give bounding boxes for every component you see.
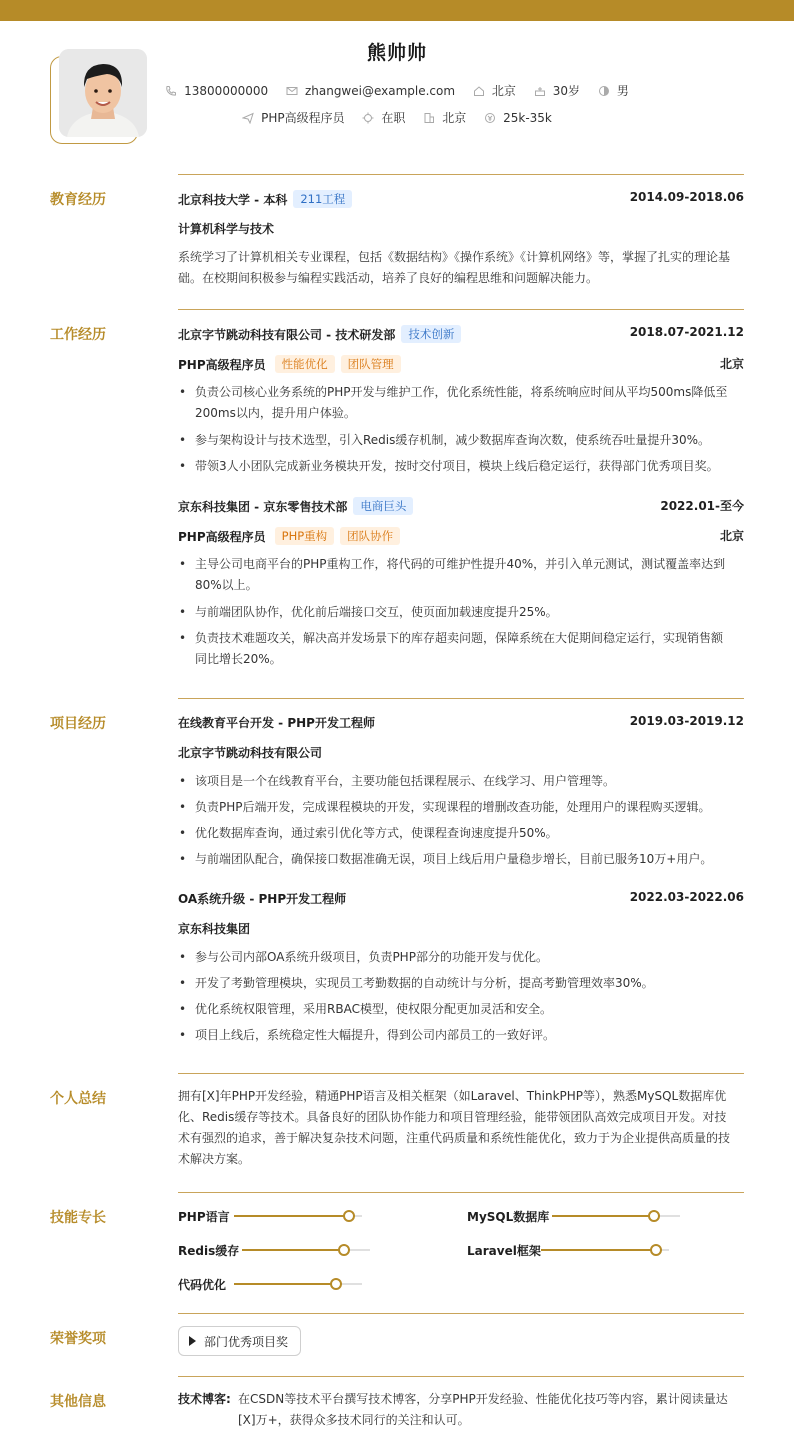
work-position: PHP高级程序员 <box>178 358 266 372</box>
salary-item: 25k-35k <box>484 111 552 125</box>
list-item: • 项目上线后，系统稳定性大幅提升，得到公司内部员工的一致好评。 <box>178 1025 734 1046</box>
home-icon <box>473 85 485 97</box>
school-tag: 211工程 <box>293 190 352 208</box>
list-item: • 该项目是一个在线教育平台，主要功能包括课程展示、在线学习、用户管理等。 <box>178 771 734 792</box>
list-item: • 参与架构设计与技术选型，引入Redis缓存机制，减少数据库查询次数，使系统吞吐量提升30%。 <box>178 430 734 451</box>
list-item: • 与前端团队协作，优化前后端接口交互，使页面加载速度提升25%。 <box>178 602 734 623</box>
contact-row <box>0 82 794 100</box>
divider <box>178 174 744 175</box>
location-item: 北京 <box>473 82 516 99</box>
list-item: • 优化数据库查询，通过索引优化等方式，使课程查询速度提升50%。 <box>178 823 734 844</box>
skill-bar <box>234 1215 362 1217</box>
skill-tag: PHP重构 <box>275 527 335 545</box>
skill-tag: 团队协作 <box>340 527 400 545</box>
list-item: • 负责PHP后端开发，完成课程模块的开发，实现课程的增删改查功能，处理用户的课程购买逻辑。 <box>178 797 734 818</box>
work-city-item: 北京 <box>423 109 466 126</box>
list-item: • 负责技术难题攻关，解决高并发场景下的库存超卖问题，保障系统在大促期间稳定运行，实现销售额同比增长20%。 <box>178 628 734 670</box>
phone-icon <box>165 85 177 97</box>
age-item: 30岁 <box>534 82 580 99</box>
other-text: 在CSDN等技术平台撰写技术博客，分享PHP开发经验、性能优化技巧等内容，累计阅读量达[X]万+，获得众多技术同行的关注和认可。 <box>238 1392 728 1427</box>
work-company-line <box>178 325 461 343</box>
summary-text: 拥有[X]年PHP开发经验，精通PHP语言及相关框架（如Laravel、ThinkPHP等），熟悉MySQL数据库优化、Redis缓存等技术。具备良好的团队协作能力和项目管理经验，能带领团队高效完成项目开发。对技术有强烈的追求，善于解决复杂技术问题，注重代码质量和系统性能优化，致力于为企业提供高质量的技术解决方案。 <box>178 1089 731 1166</box>
phone-item: 13800000000 <box>165 84 268 98</box>
send-icon <box>242 112 254 124</box>
work-city: 北京 <box>719 529 744 543</box>
section-title-skills: 技能专长 <box>50 1210 106 1226</box>
section-title-projects: 项目经历 <box>50 716 106 732</box>
skill-bar <box>552 1215 680 1217</box>
divider <box>178 1073 744 1074</box>
email-item: zhangwei@example.com <box>286 84 455 98</box>
project-date: 2022.03-2022.06 <box>629 890 744 904</box>
job-row <box>0 109 794 127</box>
company-tag: 电商巨头 <box>353 497 413 515</box>
major: 计算机科学与技术 <box>178 222 275 236</box>
section-title-awards: 荣誉奖项 <box>50 1331 106 1347</box>
skill-label: PHP语言 <box>178 1210 230 1224</box>
education-description: 系统学习了计算机相关专业课程，包括《数据结构》《操作系统》《计算机网络》等，掌握了扎实的理论基础。在校期间积极参与编程实践活动，培养了良好的编程思维和问题解决能力。 <box>178 250 731 285</box>
skill-bar <box>541 1249 669 1251</box>
work-company-line <box>178 497 413 515</box>
company-tag: 技术创新 <box>401 325 461 343</box>
top-accent-bar <box>0 0 794 21</box>
school-name: 北京科技大学 - 本科 <box>178 193 288 207</box>
project-title: OA系统升级 - PHP开发工程师 <box>178 892 347 906</box>
work-position-line <box>178 527 400 545</box>
skill-label: Laravel框架 <box>467 1244 541 1258</box>
skill-bar <box>242 1249 370 1251</box>
list-item: • 负责公司核心业务系统的PHP开发与维护工作，优化系统性能，将系统响应时间从平均500ms降低至200ms以内，提升用户体验。 <box>178 382 734 424</box>
project-company: 北京字节跳动科技有限公司 <box>178 746 323 760</box>
gender-item: 男 <box>598 82 629 99</box>
list-item: • 开发了考勤管理模块，实现员工考勤数据的自动统计与分析，提高考勤管理效率30%。 <box>178 973 734 994</box>
section-title-education: 教育经历 <box>50 192 106 208</box>
status-item: 在职 <box>362 109 405 126</box>
work-date: 2018.07-2021.12 <box>629 325 744 339</box>
skill-tag: 团队管理 <box>341 355 401 373</box>
list-item: • 与前端团队配合，确保接口数据准确无误，项目上线后用户量稳步增长，目前已服务10万+用户。 <box>178 849 734 870</box>
project-title: 在线教育平台开发 - PHP开发工程师 <box>178 716 375 730</box>
divider <box>178 1192 744 1193</box>
skill-label: Redis缓存 <box>178 1244 240 1258</box>
other-label: 技术博客: <box>178 1392 231 1406</box>
divider <box>178 1313 744 1314</box>
section-title-work: 工作经历 <box>50 327 106 343</box>
list-item: • 带领3人小团队完成新业务模块开发，按时交付项目，模块上线后稳定运行，获得部门优秀项目奖。 <box>178 456 734 477</box>
award-toggle-button[interactable] <box>178 1326 301 1356</box>
list-item: • 参与公司内部OA系统升级项目，负责PHP部分的功能开发与优化。 <box>178 947 734 968</box>
play-triangle-icon <box>189 1336 196 1346</box>
gender-icon <box>598 85 610 97</box>
list-item: • 主导公司电商平台的PHP重构工作，将代码的可维护性提升40%，并引入单元测试，测试覆盖率达到80%以上。 <box>178 554 734 596</box>
work-position: PHP高级程序员 <box>178 530 266 544</box>
divider <box>178 1376 744 1377</box>
skill-tag: 性能优化 <box>275 355 335 373</box>
skill-label: 代码优化 <box>178 1278 227 1292</box>
salary-icon <box>484 112 496 124</box>
award-label: 部门优秀项目奖 <box>204 1334 289 1349</box>
project-company: 京东科技集团 <box>178 922 251 936</box>
skill-label: MySQL数据库 <box>467 1210 550 1224</box>
position-item: PHP高级程序员 <box>242 109 345 126</box>
cake-icon <box>534 85 546 97</box>
skill-bar <box>234 1283 362 1285</box>
list-item: • 优化系统权限管理，采用RBAC模型，使权限分配更加灵活和安全。 <box>178 999 734 1020</box>
work-city: 北京 <box>719 357 744 371</box>
work-position-line <box>178 355 401 373</box>
building-icon <box>423 112 435 124</box>
divider <box>178 698 744 699</box>
work-company: 北京字节跳动科技有限公司 - 技术研发部 <box>178 328 396 342</box>
work-company: 京东科技集团 - 京东零售技术部 <box>178 500 348 514</box>
divider <box>178 309 744 310</box>
mail-icon <box>286 85 298 97</box>
education-date: 2014.09-2018.06 <box>629 190 744 204</box>
school-line <box>178 190 352 208</box>
section-title-other: 其他信息 <box>50 1394 106 1410</box>
candidate-name: 熊帅帅 <box>366 42 427 64</box>
project-date: 2019.03-2019.12 <box>629 714 744 728</box>
section-title-summary: 个人总结 <box>50 1091 106 1107</box>
work-date: 2022.01-至今 <box>660 499 744 513</box>
status-icon <box>362 112 374 124</box>
